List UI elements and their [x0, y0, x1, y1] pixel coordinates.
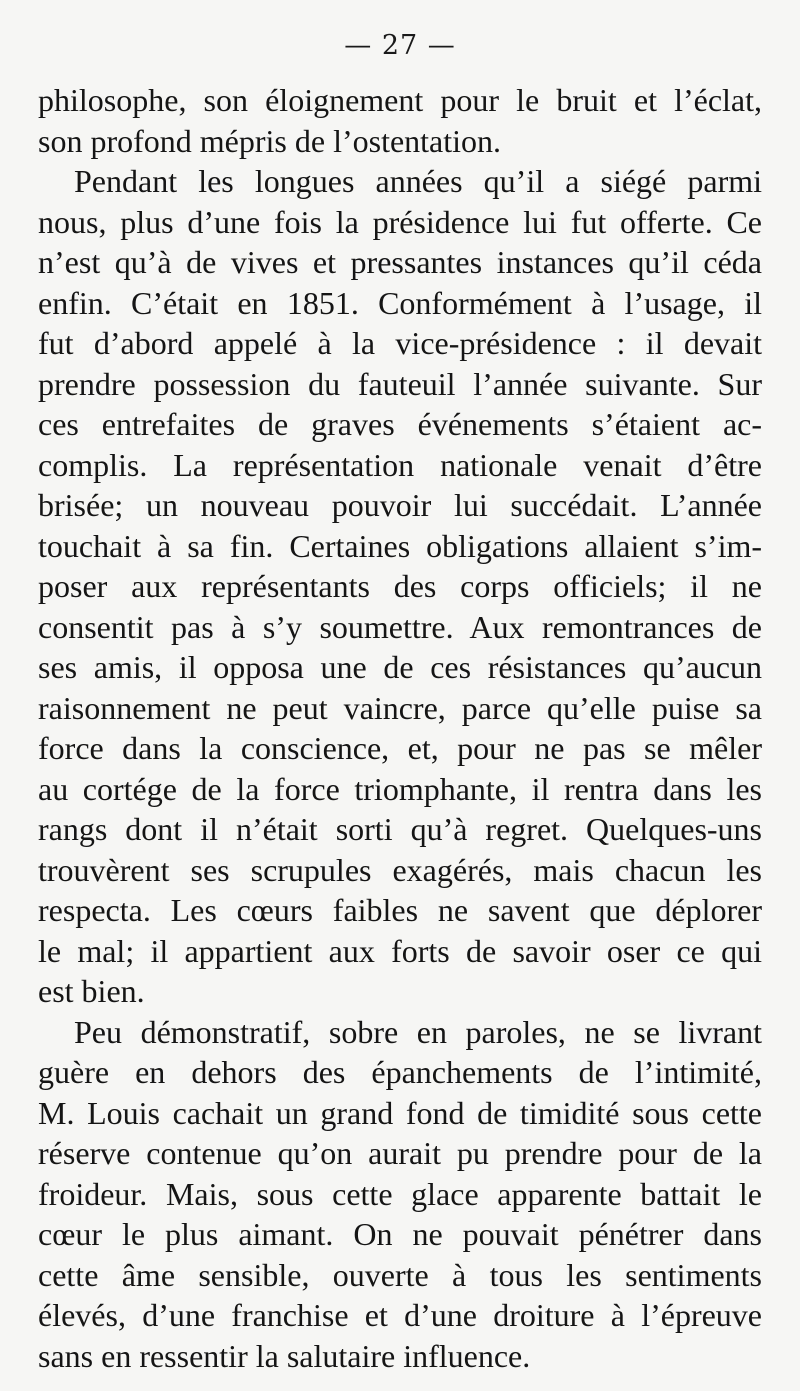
text-line: raisonnement ne peut vaincre, parce qu’elle puise sa — [38, 689, 762, 726]
text-line: cette âme sensible, ouverte à tous les sentiments — [38, 1256, 762, 1293]
text-line: philosophe, son éloignement pour le bruit et l’éclat, — [38, 82, 762, 118]
paragraph — [38, 1012, 762, 1377]
text-line: cœur le plus aimant. On ne pouvait pénétrer dans — [38, 1216, 762, 1252]
text-line: son profond mépris de l’ostentation. — [38, 122, 502, 159]
text-line: froideur. Mais, sous cette glace apparente battait le — [38, 1175, 762, 1212]
text-line: touchait à sa fin. Certaines obligations allaient s’im- — [38, 527, 762, 564]
text-line: élevés, d’une franchise et d’une droiture à l’épreuve — [38, 1297, 762, 1333]
body-text — [38, 80, 762, 1376]
text-line: sans en ressentir la salutaire influence. — [38, 1337, 531, 1374]
text-line: brisée; un nouveau pouvoir lui succédait. L’année — [38, 487, 762, 523]
text-line: au cortége de la force triomphante, il rentra dans les — [38, 770, 762, 807]
paragraph — [38, 161, 762, 1012]
text-line: est bien. — [38, 973, 145, 1009]
text-line: M. Louis cachait un grand fond de timidité sous cette — [38, 1094, 762, 1131]
text-line: le mal; il appartient aux forts de savoir oser ce qui — [38, 932, 762, 969]
text-line: fut d’abord appelé à la vice-présidence : il devait — [38, 325, 762, 361]
text-line: ces entrefaites de graves événements s’étaient ac- — [38, 406, 762, 442]
text-line: Peu démonstratif, sobre en paroles, ne se livrant — [74, 1013, 762, 1050]
text-line: enfin. C’était en 1851. Conformément à l’usage, il — [38, 284, 762, 321]
text-line: respecta. Les cœurs faibles ne savent que déplorer — [38, 892, 762, 928]
paragraph — [38, 80, 762, 161]
text-line: nous, plus d’une fois la présidence lui fut offerte. Ce — [38, 203, 762, 240]
text-line: complis. La représentation nationale venait d’être — [38, 446, 762, 483]
text-line: trouvèrent ses scrupules exagérés, mais chacun les — [38, 851, 762, 888]
text-line: n’est qu’à de vives et pressantes instances qu’il céda — [38, 244, 762, 280]
page-number: — 27 — — [344, 30, 456, 61]
text-line: guère en dehors des épanchements de l’intimité, — [38, 1054, 762, 1090]
text-line: consentit pas à s’y soumettre. Aux remontrances de — [38, 608, 762, 645]
text-line: ses amis, il opposa une de ces résistances qu’aucun — [38, 649, 762, 685]
text-line: Pendant les longues années qu’il a siégé parmi — [74, 163, 762, 199]
text-line: poser aux représentants des corps officiels; il ne — [38, 568, 762, 604]
text-line: prendre possession du fauteuil l’année suivante. Sur — [38, 365, 762, 402]
text-line: force dans la conscience, et, pour ne pas se mêler — [38, 730, 762, 766]
text-line: réserve contenue qu’on aurait pu prendre pour de la — [38, 1135, 762, 1171]
text-line: rangs dont il n’était sorti qu’à regret. Quelques-uns — [38, 811, 762, 847]
